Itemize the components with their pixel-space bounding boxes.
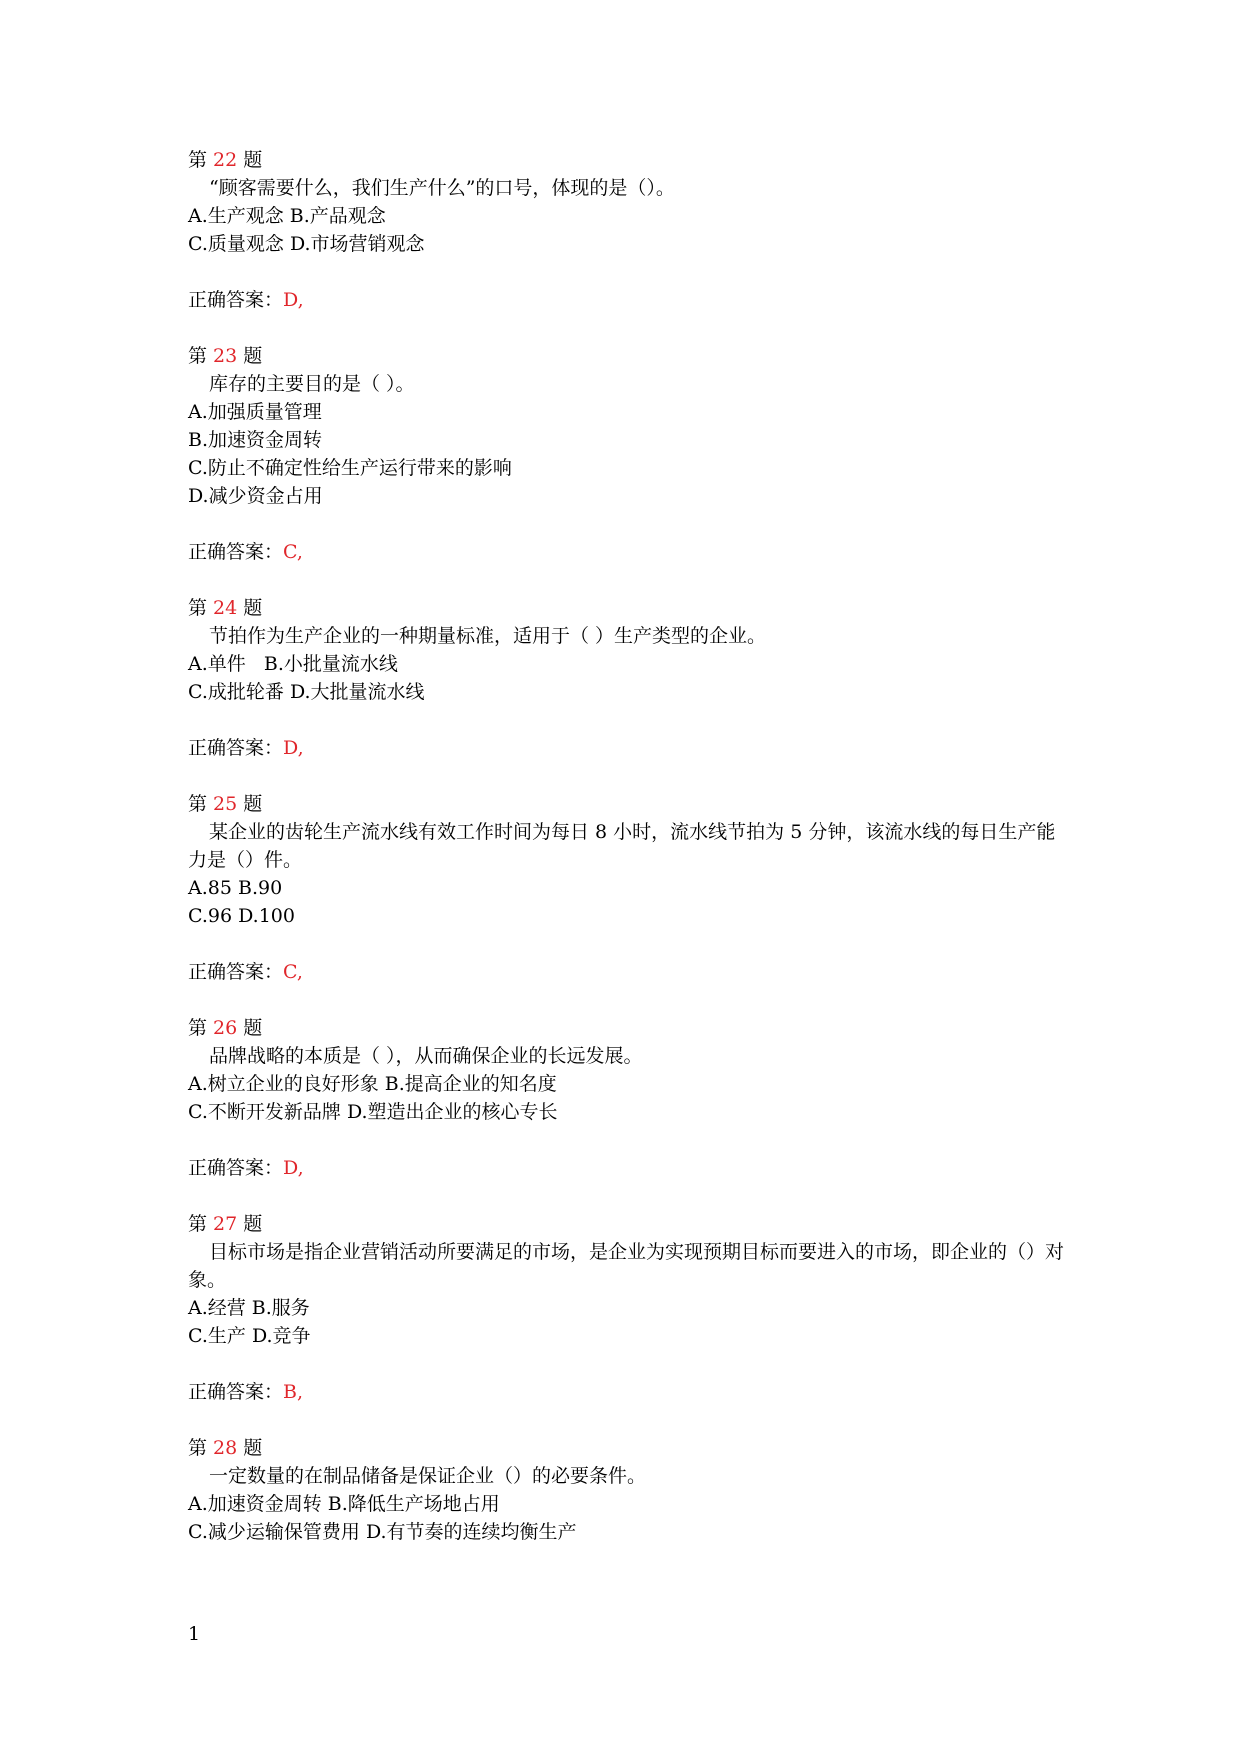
question-stem: 库存的主要目的是（ ）。 <box>209 373 415 395</box>
answer-label: 正确答案： <box>188 1157 284 1179</box>
question-prefix: 第 <box>188 345 208 367</box>
answer-option: D.减少资金占用 <box>188 485 323 507</box>
answer-label: 正确答案： <box>188 1381 284 1403</box>
answer-option: A.85 B.90 <box>188 877 283 899</box>
question-number: 27 <box>213 1213 238 1235</box>
question-prefix: 第 <box>188 1437 208 1459</box>
spacer <box>188 986 1068 1014</box>
question-suffix: 题 <box>243 1017 263 1039</box>
question-number: 25 <box>213 793 238 815</box>
spacer <box>188 930 1068 958</box>
question-header <box>188 1014 1068 1042</box>
question-prefix: 第 <box>188 1017 208 1039</box>
question-header <box>188 146 1068 174</box>
answer-label: 正确答案： <box>188 289 284 311</box>
question-block <box>188 342 1068 594</box>
answer-option: C.96 D.100 <box>188 905 295 927</box>
correct-answer <box>188 1378 1068 1406</box>
answer-option: C.质量观念 D.市场营销观念 <box>188 233 425 255</box>
answer-option: A.生产观念 B.产品观念 <box>188 205 386 227</box>
question-list <box>188 146 1068 1546</box>
question-number: 22 <box>213 149 238 171</box>
question-number: 28 <box>213 1437 238 1459</box>
correct-answer <box>188 958 1068 986</box>
answer-option: A.加强质量管理 <box>188 401 322 423</box>
question-suffix: 题 <box>243 793 263 815</box>
question-prefix: 第 <box>188 1213 208 1235</box>
correct-answer <box>188 734 1068 762</box>
spacer <box>188 1182 1068 1210</box>
answer-value: D, <box>283 737 304 759</box>
answer-label: 正确答案： <box>188 541 284 563</box>
question-stem: 一定数量的在制品储备是保证企业（）的必要条件。 <box>209 1465 647 1487</box>
answer-option: C.防止不确定性给生产运行带来的影响 <box>188 457 512 479</box>
spacer <box>188 1350 1068 1378</box>
answer-option: C.成批轮番 D.大批量流水线 <box>188 681 425 703</box>
answer-option: C.不断开发新品牌 D.塑造出企业的核心专长 <box>188 1101 558 1123</box>
question-number: 24 <box>213 597 238 619</box>
answer-option: B.加速资金周转 <box>188 429 323 451</box>
question-stem: 品牌战略的本质是（ ），从而确保企业的长远发展。 <box>209 1045 643 1067</box>
question-stem: “顾客需要什么，我们生产什么”的口号，体现的是（）。 <box>209 177 675 199</box>
question-block <box>188 1434 1068 1546</box>
answer-value: D, <box>283 1157 304 1179</box>
question-header <box>188 342 1068 370</box>
question-header <box>188 790 1068 818</box>
question-stem: 目标市场是指企业营销活动所要满足的市场，是企业为实现预期目标而要进入的市场，即企业的（）对象。 <box>188 1241 1065 1291</box>
question-block <box>188 1014 1068 1210</box>
question-block <box>188 1210 1068 1434</box>
question-stem: 节拍作为生产企业的一种期量标准，适用于（ ）生产类型的企业。 <box>209 625 767 647</box>
correct-answer <box>188 538 1068 566</box>
question-number: 26 <box>213 1017 238 1039</box>
answer-option: A.经营 B.服务 <box>188 1297 310 1319</box>
question-block <box>188 146 1068 342</box>
question-suffix: 题 <box>243 597 263 619</box>
question-block <box>188 790 1068 1014</box>
spacer <box>188 1126 1068 1154</box>
question-header <box>188 1434 1068 1462</box>
answer-value: B, <box>283 1381 304 1403</box>
question-block <box>188 594 1068 790</box>
answer-option: C.减少运输保管费用 D.有节奏的连续均衡生产 <box>188 1521 577 1543</box>
answer-option: A.树立企业的良好形象 B.提高企业的知名度 <box>188 1073 557 1095</box>
spacer <box>188 258 1068 286</box>
answer-option: A.单件 B.小批量流水线 <box>188 653 398 675</box>
question-suffix: 题 <box>243 1213 263 1235</box>
question-prefix: 第 <box>188 793 208 815</box>
spacer <box>188 762 1068 790</box>
spacer <box>188 510 1068 538</box>
question-number: 23 <box>213 345 238 367</box>
answer-option: C.生产 D.竞争 <box>188 1325 311 1347</box>
correct-answer <box>188 1154 1068 1182</box>
question-suffix: 题 <box>243 149 263 171</box>
answer-option: A.加速资金周转 B.降低生产场地占用 <box>188 1493 500 1515</box>
answer-label: 正确答案： <box>188 961 284 983</box>
question-stem: 某企业的齿轮生产流水线有效工作时间为每日 8 小时，流水线节拍为 5 分钟，该流水线的每日生产能力是（）件。 <box>188 821 1056 871</box>
correct-answer <box>188 286 1068 314</box>
answer-value: D, <box>283 289 304 311</box>
question-suffix: 题 <box>243 1437 263 1459</box>
question-header <box>188 594 1068 622</box>
question-prefix: 第 <box>188 597 208 619</box>
spacer <box>188 566 1068 594</box>
spacer <box>188 1406 1068 1434</box>
question-prefix: 第 <box>188 149 208 171</box>
spacer <box>188 314 1068 342</box>
page-number: 1 <box>188 1623 201 1645</box>
answer-value: C, <box>283 541 303 563</box>
question-suffix: 题 <box>243 345 263 367</box>
answer-value: C, <box>283 961 303 983</box>
question-header <box>188 1210 1068 1238</box>
answer-label: 正确答案： <box>188 737 284 759</box>
spacer <box>188 706 1068 734</box>
